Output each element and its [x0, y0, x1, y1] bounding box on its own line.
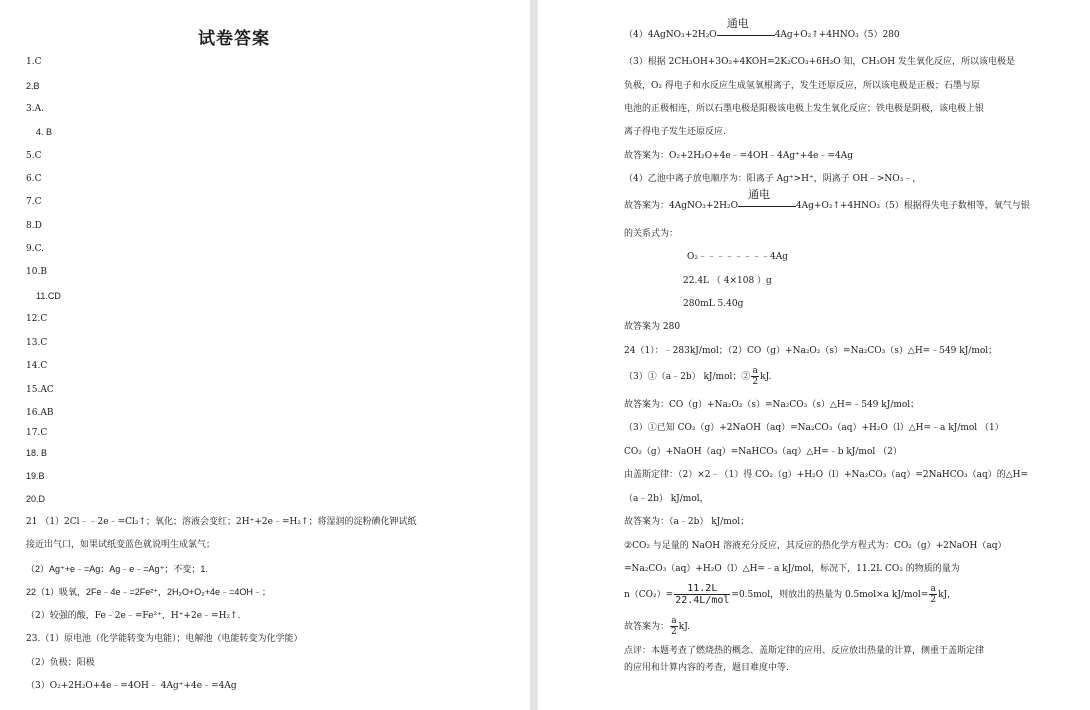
line-prefix: （3）①（a﹣2b） kJ/mol；② [624, 372, 751, 382]
equation-prefix: （4）4AgNO₃+2H₂O [624, 30, 717, 40]
fraction-denominator: 2 [671, 627, 677, 637]
page-divider [530, 0, 538, 710]
answer-9: 9.C. [26, 244, 45, 254]
text-line-16: 故答案为：CO（g）+Na₂O₂（s）=Na₂CO₃（s）△H=﹣549 kJ/mol； [624, 400, 920, 410]
fraction-line-24 [624, 583, 956, 606]
text-line-14: 24（1）：﹣283kJ/mol；（2）CO（g）+Na₂O₂（s）=Na₂CO₃（s）△H=﹣549 kJ/mol； [624, 346, 998, 356]
electrolysis-arrow [738, 188, 796, 212]
answer-17: 17.C [26, 428, 48, 438]
line-middle: =0.5mol，则放出的热量为 0.5mol×a kJ/mol= [731, 590, 929, 600]
q21-line-1: 21 （1）2Cl﹣﹣2e﹣=Cl₂↑；氧化；溶液会变红；2H⁺+2e﹣=H₂↑；将湿润的淀粉碘化钾试纸 [26, 517, 417, 527]
text-line-5: 离子得电子发生还原反应. [624, 127, 726, 137]
page-title: 试卷答案 [198, 29, 270, 49]
answer-1: 1.C [26, 57, 42, 67]
text-line-18: CO₂（g）+NaOH（aq）=NaHCO₃（aq）△H=﹣b kJ/mol （2） [624, 447, 902, 457]
answer-12: 12.C [26, 314, 48, 324]
answer-13: 13.C [26, 338, 48, 348]
fraction-numerator: 11.2L [674, 583, 730, 595]
text-line-4: 电池的正极相连，所以石墨电极是阳极该电极上发生氧化反应；铁电极是阴极，该电极上银 [624, 104, 985, 114]
fraction-denominator: 2 [752, 377, 759, 387]
text-line-19: 由盖斯定律：（2）×2﹣（1）得 CO₂（g）+H₂O（l）+Na₂CO₃（aq）=2NaHCO₃（aq）的△H= [624, 470, 1029, 480]
line-suffix: kJ. [760, 372, 772, 382]
q23-line-1: 23.（1）原电池（化学能转变为电能）；电解池（电能转变为化学能） [26, 634, 303, 644]
text-line-9: 的关系式为： [624, 229, 679, 239]
answer-16: 16.AB [26, 408, 54, 418]
fraction-mole-calc [674, 583, 730, 606]
answer-2: 2.B [26, 81, 40, 91]
line-prefix: n（CO₂）= [624, 590, 674, 600]
answer-18: 18. B [26, 448, 48, 458]
line-prefix: 故答案为： [624, 622, 670, 632]
answer-6: 6.C [26, 174, 42, 184]
equation-suffix: 4Ag+O₂↑+4HNO₃（5）280 [774, 30, 900, 40]
answer-19: 19.B [26, 471, 45, 481]
text-line-2: （3）根据 2CH₃OH+3O₂+4KOH=2K₂CO₃+6H₂O 知，CH₃OH 发生氧化反应，所以该电极是 [624, 57, 1015, 67]
equation-suffix: 4Ag+O₂↑+4HNO₃（5）根据得失电子数相等，氧气与银 [795, 201, 1030, 211]
answer-5: 5.C [26, 151, 42, 161]
text-line-23: =Na₂CO₃（aq）+H₂O（l）△H=﹣a kJ/mol，标况下，11.2L CO₂ 的物质的量为 [624, 564, 960, 574]
answer-15: 15.AC [26, 385, 54, 395]
line-suffix: kJ， [938, 590, 957, 600]
fraction-numerator: a [930, 584, 936, 594]
fraction-denominator: 22.4L/mol [675, 595, 730, 606]
fraction-line-15 [624, 366, 771, 387]
text-line-3: 负极，O₂ 得电子和水反应生成氢氧根离子，发生还原反应，所以该电极是正极；石墨与原 [624, 81, 980, 91]
right-page [538, 0, 1090, 710]
electrolysis-arrow [717, 17, 775, 41]
answer-8: 8.D [26, 221, 42, 231]
text-line-6: 故答案为：O₂+2H₂O+4e﹣=4OH﹣4Ag⁺+4e﹣=4Ag [624, 151, 854, 161]
answer-7: 7.C [26, 197, 42, 207]
q22-line-1: 22（1）吸氧，2Fe﹣4e﹣=2Fe²⁺，2H₂O+O₂+4e﹣=4OH﹣； [26, 587, 271, 597]
comment-line-2: 的应用和计算内容的考查，题目难度中等. [624, 663, 789, 673]
electrolysis-label: 通电 [726, 17, 749, 30]
comment-line-1: 点评：本题考查了燃烧热的概念、盖斯定律的应用、反应放出热量的计算，侧重于盖斯定律 [624, 646, 985, 656]
electrolysis-label: 通电 [747, 188, 770, 201]
left-page [0, 0, 530, 710]
text-line-21: 故答案为：（a﹣2b） kJ/mol； [624, 517, 750, 527]
text-line-17: （3）①已知 CO₂（g）+2NaOH（aq）=Na₂CO₃（aq）+H₂O（l）△H=﹣a kJ/mol （1） [624, 423, 1004, 433]
fraction-a-over-2 [751, 366, 759, 387]
fraction-a-over-2 [929, 584, 937, 605]
text-line-20: （a﹣2b） kJ/mol， [624, 494, 709, 504]
answer-14: 14.C [26, 361, 48, 371]
answer-20: 20.D [26, 494, 46, 504]
answer-10: 10.B [26, 267, 47, 277]
relation-line-1: O₂﹣﹣﹣﹣﹣﹣﹣﹣4Ag [687, 252, 788, 262]
text-line-22: ②CO₂ 与足量的 NaOH 溶液充分反应，其反应的热化学方程式为：CO₂（g）+2NaOH（aq） [624, 541, 1007, 551]
equation-line-8 [624, 188, 1030, 212]
q21-line-2: 接近出气口，如果试纸变蓝色就说明生成氯气； [26, 540, 216, 550]
answer-4: 4. B [36, 127, 53, 137]
q23-line-2: （2）负极；阳极 [26, 658, 95, 668]
answer-3: 3.A. [26, 104, 44, 114]
fraction-a-over-2 [670, 616, 678, 637]
text-line-13: 故答案为 280 [624, 322, 681, 332]
fraction-numerator: a [752, 366, 758, 376]
relation-line-2: 22.4L （ 4×108 ）g [683, 276, 772, 286]
answer-11: 11.CD [36, 291, 61, 301]
text-line-7: （4）乙池中离子放电顺序为：阳离子 Ag⁺>H⁺，阴离子 OH﹣>NO₃﹣， [624, 174, 922, 184]
q23-line-3: （3）O₂+2H₂O+4e﹣=4OH﹣ 4Ag⁺+4e﹣=4Ag [26, 681, 237, 691]
fraction-denominator: 2 [930, 595, 937, 605]
fraction-line-25 [624, 616, 690, 637]
fraction-numerator: a [671, 616, 677, 626]
relation-line-3: 280mL 5.40g [683, 299, 744, 309]
q22-line-2: （2）较强的酸，Fe﹣2e﹣=Fe²⁺，H⁺+2e﹣=H₂↑. [26, 611, 241, 621]
q21-line-3: （2）Ag⁺+e﹣=Ag；Ag﹣e﹣=Ag⁺；不变；1. [26, 564, 208, 574]
line-suffix: kJ. [678, 622, 690, 632]
equation-prefix: 故答案为：4AgNO₃+2H₂O [624, 201, 738, 211]
equation-line-1 [624, 17, 900, 41]
